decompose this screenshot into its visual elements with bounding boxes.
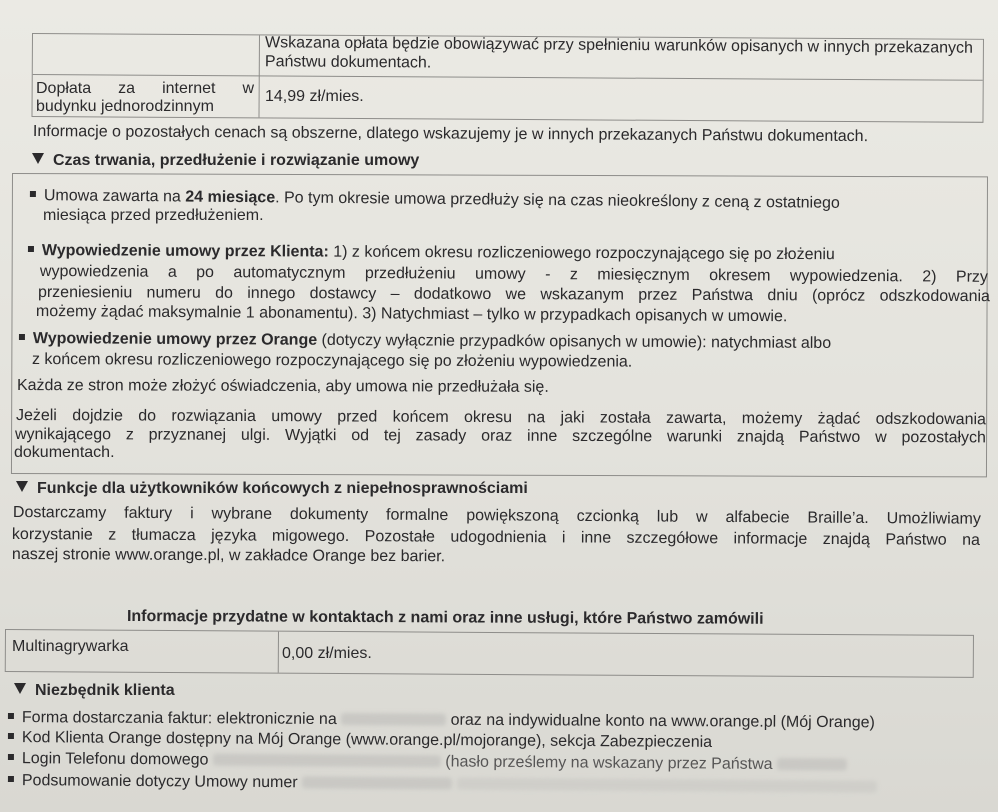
triangle-down-icon [14, 683, 26, 694]
price-table-row-label-line1: Dopłata za internet w [36, 80, 254, 97]
duration-para-early-termination-line2: wynikającego z przyznanej ulgi. Wyjątki od tej zasady oraz inne szczególne warunki znajdą Państwo w pozostałych [14, 426, 986, 447]
redacted-address [777, 758, 847, 771]
services-row-value: 0,00 zł/mies. [282, 645, 372, 662]
triangle-down-icon [16, 481, 28, 492]
essentials-item-client-code: Kod Klienta Orange dostępny na Mój Orange (www.orange.pl/mojorange), sekcja Zabezpieczenia [8, 728, 988, 754]
services-row-label: Multinagrywarka [12, 638, 129, 655]
price-table-notice: Wskazana opłata będzie obowiązywać przy spełnieniu warunków opisanych w innych przekazanych Państwu dokumentach. [264, 34, 974, 72]
duration-item-client-line2: wypowiedzenia a po automatycznym przedłużeniu umowy - z miesięcznym okresem wypowiedzenia. 2) Przy [39, 262, 988, 286]
accessibility-section-heading [16, 479, 528, 499]
duration-item-contract-term-line2: miesiąca przed przedłużeniem. [43, 207, 264, 224]
bullet-icon [19, 334, 25, 340]
duration-item-contract-term: Umowa zawarta na 24 miesiące. Po tym okresie umowa przedłuży się na czas nieokreślony z ceną z ostatniego [30, 186, 990, 214]
bullet-icon [30, 191, 36, 197]
duration-item-orange-line2: z końcem okresu rozliczeniowego rozpoczynającego się po złożeniu wypowiedzenia. [31, 351, 633, 371]
bullet-icon [28, 246, 34, 252]
duration-para-early-termination-line3: dokumentach. [14, 444, 115, 461]
duration-item-client-line3: przeniesieniu numeru do innego dostawcy – dodatkowo we wskazanym przez Państwa dniu (oprócz odszkodowania [37, 284, 990, 306]
triangle-down-icon [32, 153, 44, 164]
accessibility-line1: Dostarczamy faktury i wybrane dokumenty formalne powiększoną czcionką lub w alfabecie Braille’a. Umożliwiamy [12, 503, 981, 528]
services-section-title: Informacje przydatne w kontaktach z nami oraz inne usługi, które Państwo zamówili [126, 608, 764, 628]
bullet-icon [8, 776, 14, 782]
accessibility-line2: korzystanie z tłumacza języka migowego. Pozostałe udogodnienia i inne szczegółowe informacje znajdą Państwo na [11, 526, 980, 549]
duration-item-client-line4: możemy żądać maksymalnie 1 abonamentu). 3) Natychmiast – tylko w przypadkach opisanych w umowie. [35, 302, 788, 326]
bullet-icon [8, 733, 14, 739]
essentials-item-invoice-delivery: Forma dostarczania faktur: elektronicznie na oraz na indywidualne konto na www.orange.pl (Mój Orange) [8, 708, 988, 733]
services-table [5, 629, 974, 678]
duration-item-orange-termination: Wypowiedzenie umowy przez Orange (dotyczy wyłącznie przypadków opisanych w umowie): natychmiast albo [19, 329, 991, 354]
redacted-trailing [456, 778, 876, 793]
bullet-icon [8, 713, 14, 719]
duration-item-client-termination: Wypowiedzenie umowy przez Klienta: 1) z końcem okresu rozliczeniowego rozpoczynającego się po złożeniu [28, 241, 990, 265]
essentials-section-title: Niezbędnik klienta [35, 682, 175, 699]
duration-section-title: Czas trwania, przedłużenie i rozwiązanie umowy [53, 152, 420, 169]
redacted-email [341, 713, 446, 726]
essentials-item-contract-number: Podsumowanie dotyczy Umowy numer [8, 771, 998, 798]
redacted-contract-number [302, 776, 452, 789]
accessibility-line3: naszej stronie www.orange.pl, w zakładce Orange bez barier. [11, 546, 446, 566]
price-table-row-value: 14,99 zł/mies. [265, 88, 364, 105]
duration-para-early-termination-line1: Jeżeli dojdzie do rozwiązania umowy przed końcem okresu na jaki została zawarta, możemy żądać odszkodowania [15, 407, 986, 429]
duration-para-no-extension: Każda ze stron może złożyć oświadczenia, aby umowa nie przedłużała się. [16, 377, 549, 396]
redacted-login [213, 754, 441, 768]
other-prices-info: Informacje o pozostałych cenach są obszerne, dlatego wskazujemy je w innych przekazanych Państwu dokumentach. [32, 122, 869, 146]
price-table-row-label-line2: budynku jednorodzinnym [36, 98, 214, 115]
bullet-icon [8, 754, 14, 760]
accessibility-section-title: Funkcje dla użytkowników końcowych z niepełnosprawnościami [37, 480, 528, 497]
essentials-item-home-login: Login Telefonu domowego (hasło prześlemy na wskazany przez Państwa [8, 749, 998, 776]
essentials-section-heading [14, 681, 175, 701]
duration-section-heading [32, 151, 419, 171]
